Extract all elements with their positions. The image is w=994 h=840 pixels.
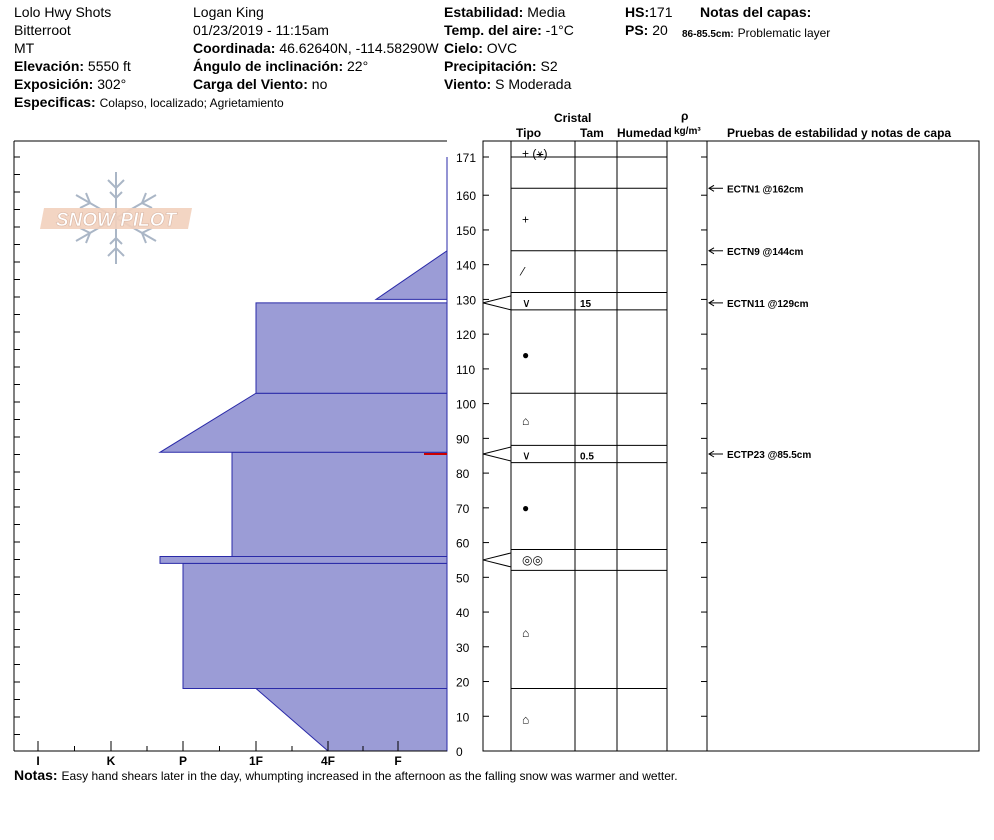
height-tick-label: 110 — [456, 362, 476, 377]
crystal-header: Cristal — [554, 111, 592, 125]
crystal-type-symbol: ⌂ — [522, 625, 530, 640]
slope-label: Ángulo de inclinación: — [193, 58, 344, 74]
height-tick-label: 120 — [456, 328, 477, 343]
state: MT — [14, 40, 35, 56]
crystal-type-symbol: + — [522, 212, 530, 227]
stability-label: Estabilidad: — [444, 4, 524, 20]
height-tick-label: 80 — [456, 467, 470, 482]
weak-layer-connector — [483, 454, 511, 461]
hardness-tick-label: F — [394, 754, 402, 768]
specifics-label: Especificas: — [14, 94, 96, 110]
crystal-type-symbol: ◎◎ — [522, 552, 543, 567]
size-header: Tam — [580, 126, 604, 140]
crystal-type-symbol: ∨ — [522, 295, 531, 310]
precip-label: Precipitación: — [444, 58, 537, 74]
hardness-layer — [232, 452, 447, 556]
elevation-value: 5550 ft — [87, 58, 131, 74]
hs-value: 171 — [649, 4, 673, 20]
crystal-type-symbol: ∨ — [522, 448, 531, 463]
crystal-type-symbol: ⁄ — [522, 264, 525, 279]
height-tick-label: 160 — [456, 189, 477, 204]
crystal-type-symbol: ⌂ — [522, 414, 530, 428]
height-tick-label: 30 — [456, 640, 470, 655]
stability-test-label: ECTN9 @144cm — [727, 246, 804, 258]
crystal-size-label: 15 — [580, 298, 592, 310]
weak-layer-connector — [483, 303, 511, 310]
wind-load-value: no — [311, 76, 328, 92]
moisture-header: Humedad — [617, 126, 672, 140]
height-tick-label: 150 — [456, 223, 477, 238]
region: Bitterroot — [14, 22, 71, 38]
hardness-layer — [183, 563, 447, 688]
specifics-value: Colapso, localizado; Agrietamiento — [99, 96, 284, 110]
ps-label: PS: — [625, 22, 649, 38]
weak-layer-connector — [483, 447, 511, 454]
slope-value: 22° — [347, 58, 369, 74]
layer-notes-label: Notas del capas: — [700, 4, 812, 20]
hardness-tick-label: 1F — [248, 754, 264, 768]
air-temp-label: Temp. del aire: — [444, 22, 542, 38]
hardness-tick-label: 4F — [320, 754, 336, 768]
weak-layer-connector — [483, 560, 511, 567]
rho-header: ρ — [681, 109, 689, 123]
grid-border — [483, 141, 979, 751]
observer: Logan King — [193, 4, 264, 20]
hardness-profile — [160, 157, 447, 751]
height-tick-label: 140 — [456, 258, 477, 273]
crystal-grid — [483, 141, 979, 751]
hardness-layer — [376, 251, 447, 300]
wind-load-label: Carga del Viento: — [193, 76, 308, 92]
tests-header: Pruebas de estabilidad y notas de capa — [727, 126, 952, 140]
hardness-tick-label: P — [178, 754, 188, 768]
weak-layer-connector — [483, 553, 511, 560]
crystal-type-symbol: ● — [522, 348, 530, 362]
aspect-label: Exposición: — [14, 76, 94, 92]
hardness-tick-label: I — [36, 754, 40, 768]
height-tick-label: 171 — [456, 151, 477, 165]
height-tick-label: 70 — [456, 501, 470, 516]
layer-note-range: 86-85.5cm: — [682, 29, 734, 40]
crystal-type-symbol: ⌂ — [522, 712, 530, 727]
hs-label: HS: — [625, 4, 650, 20]
hardness-layer — [256, 303, 447, 393]
location-name: Lolo Hwy Shots — [14, 4, 112, 20]
notes-text: Easy hand shears later in the day, whumpting increased in the afternoon as the falling snow was warmer and wetter. — [61, 769, 678, 783]
crystal-type-symbol: ● — [522, 500, 530, 515]
ps-value: 20 — [652, 22, 668, 38]
precip-value: S2 — [540, 58, 558, 74]
height-tick-label: 60 — [456, 536, 470, 551]
sky-label: Cielo: — [444, 40, 483, 56]
aspect-value: 302° — [97, 76, 127, 92]
height-tick-label: 40 — [456, 606, 470, 621]
height-axis — [456, 151, 476, 759]
logo-text: SNOW PILOT — [55, 210, 177, 231]
height-tick-label: 10 — [456, 710, 470, 725]
datetime: 01/23/2019 - 11:15am — [193, 22, 329, 38]
height-tick-label: 100 — [456, 397, 477, 412]
stability-test-results — [709, 184, 811, 461]
wind-value: S Moderada — [495, 76, 572, 92]
wind-label: Viento: — [444, 76, 492, 92]
stability-test-label: ECTN11 @129cm — [727, 298, 809, 310]
elevation-label: Elevación: — [14, 58, 85, 74]
layer-note-text: Problematic layer — [737, 26, 831, 40]
air-temp-value: -1°C — [545, 22, 574, 38]
notes-label: Notas: — [14, 767, 58, 783]
hardness-tick-label: K — [106, 754, 116, 768]
height-tick-label: 130 — [456, 293, 477, 308]
density-unit: kg/m³ — [674, 126, 701, 137]
hardness-layer — [160, 556, 447, 563]
height-tick-label: 20 — [456, 675, 470, 690]
coord-label: Coordinada: — [193, 40, 276, 56]
sky-value: OVC — [486, 40, 518, 56]
snow-pilot-logo — [40, 172, 192, 264]
type-header: Tipo — [516, 126, 542, 140]
hardness-layer — [160, 393, 447, 452]
stability-test-label: ECTP23 @85.5cm — [727, 450, 812, 461]
stability-test-label: ECTN1 @162cm — [727, 184, 804, 196]
height-tick-label: 0 — [456, 745, 463, 759]
crystal-type-symbol: + (⚹) — [522, 146, 548, 161]
height-tick-label: 90 — [456, 432, 470, 447]
stability-value: Media — [527, 4, 566, 20]
coord-value: 46.62640N, -114.58290W — [279, 40, 439, 56]
crystal-symbols — [519, 147, 594, 727]
crystal-size-label: 0.5 — [580, 451, 594, 463]
height-tick-label: 50 — [456, 571, 470, 586]
hardness-layer — [256, 688, 447, 751]
